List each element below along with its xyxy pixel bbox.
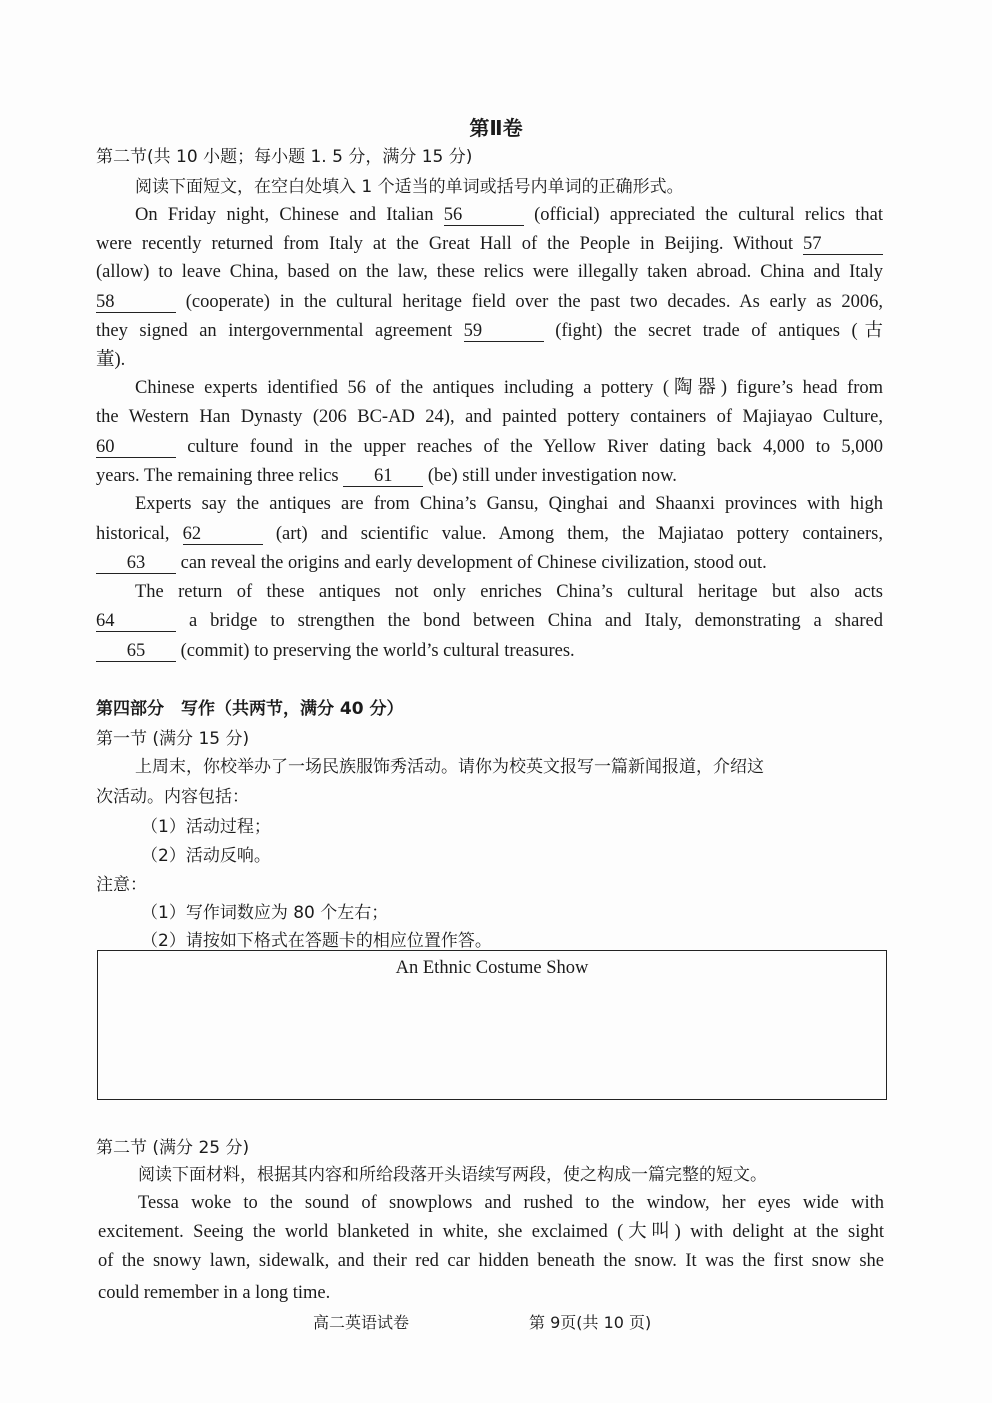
story-line1: Tessa woke to the sound of snowplows and rushed to the window, her eyes wide with [138,1193,884,1213]
story-line2: excitement. Seeing the world blanketed in white, she exclaimed (大叫) with delight at the sight [98,1222,884,1242]
blank-56[interactable]: 56 [444,205,524,226]
p1-line5: they signed an intergovernmental agreement 59 (fight) the secret trade of antiques (古 [96,321,884,341]
story-line4: could remember in a long time. [98,1283,331,1303]
p1-line2: were recently returned from Italy at the Great Hall of the People in Beijing. Without 57 [96,232,883,256]
blank-64[interactable]: 64 [96,611,176,632]
part4-s1-note-label: 注意： [96,875,147,895]
part4-s1-header: 第一节 (满分 15 分) [96,729,250,749]
part4-s1-note1: （1）写作词数应为 80 个左右； [141,903,389,923]
blank-65[interactable]: 65 [96,641,176,662]
p2-line2: the Western Han Dynasty (206 BC-AD 24), and painted pottery containers of Majiayao Culture, [96,407,883,427]
p3-line1: Experts say the antiques are from China’s Gansu, Qinghai and Shaanxi provinces with high [135,494,883,514]
p1-line3: (allow) to leave China, based on the law, these relics were illegally taken abroad. China and Italy [96,262,883,282]
section2-instruction: 阅读下面短文，在空白处填入 1 个适当的单词或括号内单词的正确形式。 [135,177,684,197]
blank-57[interactable]: 57 [803,234,883,255]
part4-s2-instruction: 阅读下面材料，根据其内容和所给段落开头语续写两段，使之构成一篇完整的短文。 [138,1165,767,1185]
blank-61[interactable]: 61 [343,466,423,487]
p4-line2: 64 a bridge to strengthen the bond between China and Italy, demonstrating a shared [96,611,883,631]
part4-s1-prompt2: 次活动。内容包括： [96,787,249,807]
p2-line1: Chinese experts identified 56 of the antiques including a pottery (陶器) figure’s head from [135,378,883,398]
p1-line4: 58 (cooperate) in the cultural heritage field over the past two decades. As early as 2006, [96,292,884,312]
answer-box[interactable] [97,950,887,1100]
p3-line3: 63 can reveal the origins and early development of Chinese civilization, stood out. [96,551,767,575]
p1-line1: On Friday night, Chinese and Italian 56 (official) appreciated the cultural relics that [135,205,884,225]
section2-header: 第二节(共 10 小题；每小题 1. 5 分，满分 15 分) [96,147,473,167]
blank-60[interactable]: 60 [96,437,176,458]
p1-line6: 董). [96,350,126,370]
page-title: 第Ⅱ卷 [469,116,523,140]
footer-page-number: 第 9页(共 10 页) [529,1313,652,1332]
part4-s1-note2: （2）请按如下格式在答题卡的相应位置作答。 [141,931,492,951]
blank-58[interactable]: 58 [96,292,176,313]
p2-line3: 60 culture found in the upper reaches of the Yellow River dating back 4,000 to 5,000 [96,437,884,457]
part4-header: 第四部分 写作（共两节，满分 40 分） [96,699,404,719]
p2-line4: years. The remaining three relics 61 (be) still under investigation now. [96,466,677,486]
footer-subject: 高二英语试卷 [313,1313,410,1332]
part4-s1-item2: （2）活动反响。 [141,846,271,866]
p4-line3: 65 (commit) to preserving the world’s cultural treasures. [96,639,575,663]
part4-s1-prompt1: 上周末，你校举办了一场民族服饰秀活动。请你为校英文报写一篇新闻报道，介绍这 [135,757,764,777]
story-line3: of the snowy lawn, sidewalk, and their red car hidden beneath the snow. It was the first snow she [98,1251,884,1271]
part4-s2-header: 第二节 (满分 25 分) [96,1138,250,1158]
blank-62[interactable]: 62 [183,524,263,545]
blank-63[interactable]: 63 [96,553,176,574]
part4-s1-item1: （1）活动过程； [141,817,271,837]
answer-box-title: An Ethnic Costume Show [395,958,589,978]
p4-line1: The return of these antiques not only enriches China’s cultural heritage but also acts [135,582,883,602]
p3-line2: historical, 62 (art) and scientific value. Among them, the Majiatao pottery containers, [96,524,884,544]
blank-59[interactable]: 59 [464,321,544,342]
